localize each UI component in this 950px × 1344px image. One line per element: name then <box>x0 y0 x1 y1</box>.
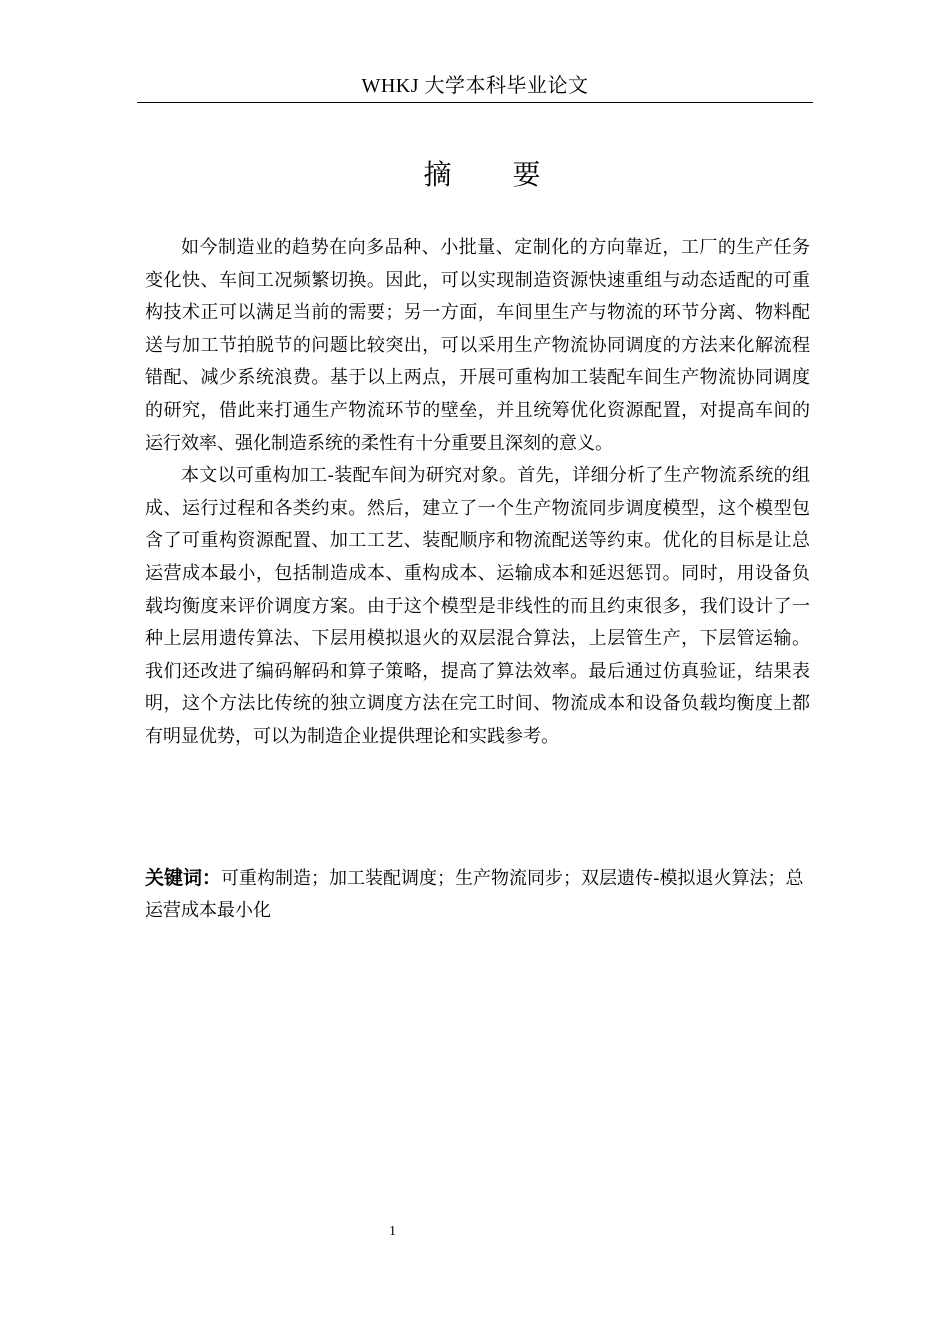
page-number: 1 <box>389 1224 396 1239</box>
abstract-title: 摘 要 <box>423 158 567 191</box>
abstract-paragraph-1: 如今制造业的趋势在向多品种、小批量、定制化的方向靠近，工厂的生产任务变化快、车间工况频繁切换。因此，可以实现制造资源快速重组与动态适配的可重构技术正可以满足当前的需要；另一方面，车间里生产与物流的环节分离、物料配送与加工节拍脱节的问题比较突出，可以采用生产物流协同调度的方法来化解流程错配、减少系统浪费。基于以上两点，开展可重构加工装配车间生产物流协同调度的研究，借此来打通生产物流环节的壁垒，并且统筹优化资源配置，对提高车间的运行效率、强化制造系统的柔性有十分重要且深刻的意义。 <box>145 237 810 454</box>
abstract-body <box>145 232 810 754</box>
header-title: WHKJ 大学本科毕业论文 <box>361 75 589 97</box>
keywords-label: 关键词： <box>145 867 222 889</box>
keywords-text: 可重构制造；加工装配调度；生产物流同步；双层遗传-模拟退火算法；总运营成本最小化 <box>145 868 804 921</box>
page-header <box>137 72 813 103</box>
keywords-section <box>145 862 810 927</box>
abstract-paragraph-2: 本文以可重构加工-装配车间为研究对象。首先，详细分析了生产物流系统的组成、运行过程和各类约束。然后，建立了一个生产物流同步调度模型，这个模型包含了可重构资源配置、加工工艺、装配顺序和物流配送等约束。优化的目标是让总运营成本最小，包括制造成本、重构成本、运输成本和延迟惩罚。同时，用设备负载均衡度来评价调度方案。由于这个模型是非线性的而且约束很多，我们设计了一种上层用遗传算法、下层用模拟退火的双层混合算法，上层管生产，下层管运输。我们还改进了编码解码和算子策略，提高了算法效率。最后通过仿真验证，结果表明，这个方法比传统的独立调度方法在完工时间、物流成本和设备负载均衡度上都有明显优势，可以为制造企业提供理论和实践参考。 <box>145 465 810 747</box>
